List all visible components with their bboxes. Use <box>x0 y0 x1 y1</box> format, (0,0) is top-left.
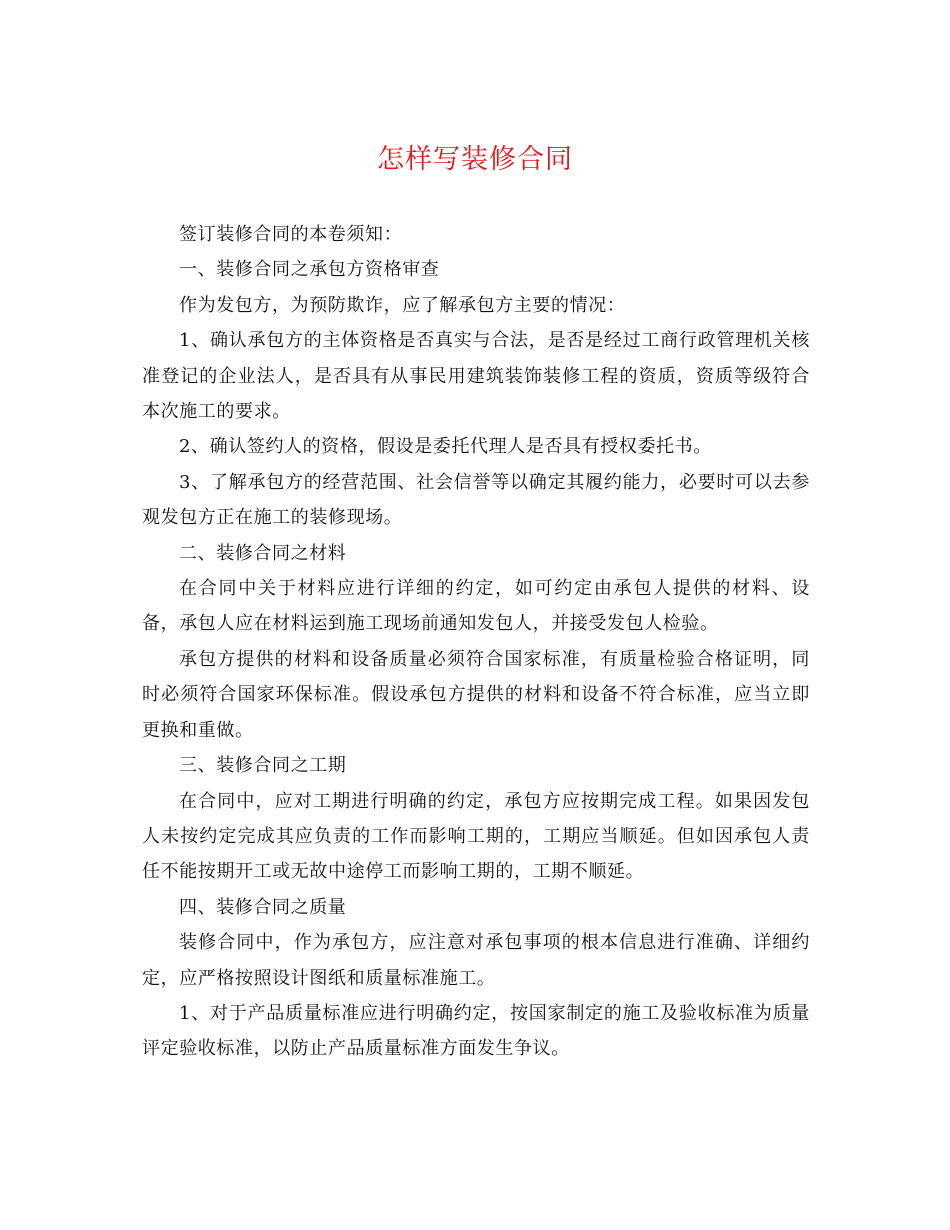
section-heading-quality: 四、装修合同之质量 <box>179 896 347 918</box>
paragraph: 在合同中，应对工期进行明确的约定，承包方应按期完成工程。如果因发包人未按约定完成其应负责的工作而影响工期的，工期应当顺延。但如因承包人责任不能按期开工或无故中途停工而影响工期的，工期不顺延。 <box>142 790 810 883</box>
paragraph: 1、确认承包方的主体资格是否真实与合法，是否是经过工商行政管理机关核准登记的企业法人，是否具有从事民用建筑装饰装修工程的资质，资质等级符合本次施工的要求。 <box>142 330 810 423</box>
section-heading-schedule: 三、装修合同之工期 <box>179 755 347 777</box>
document-title: 怎样写装修合同 <box>377 144 573 175</box>
document-body <box>142 217 810 1067</box>
paragraph: 1、对于产品质量标准应进行明确约定，按国家制定的施工及验收标准为质量评定验收标准，以防止产品质量标准方面发生争议。 <box>142 1002 810 1060</box>
paragraph: 装修合同中，作为承包方，应注意对承包事项的根本信息进行准确、详细约定，应严格按照设计图纸和质量标准施工。 <box>142 932 810 989</box>
section-heading-contractor-qualification: 一、装修合同之承包方资格审查 <box>179 259 440 281</box>
paragraph: 作为发包方，为预防欺诈，应了解承包方主要的情况： <box>179 294 626 316</box>
paragraph: 承包方提供的材料和设备质量必须符合国家标准，有质量检验合格证明，同时必须符合国家环保标准。假设承包方提供的材料和设备不符合标准，应当立即更换和重做。 <box>142 648 810 741</box>
section-heading-materials: 二、装修合同之材料 <box>179 542 347 564</box>
paragraph-notice-heading: 签订装修合同的本卷须知： <box>179 224 403 245</box>
paragraph: 2、确认签约人的资格，假设是委托代理人是否具有授权委托书。 <box>179 436 712 458</box>
paragraph: 3、了解承包方的经营范围、社会信誉等以确定其履约能力，必要时可以去参观发包方正在施工的装修现场。 <box>142 471 810 529</box>
paragraph: 在合同中关于材料应进行详细的约定，如可约定由承包人提供的材料、设备，承包人应在材料运到施工现场前通知发包人，并接受发包人检验。 <box>142 578 810 635</box>
